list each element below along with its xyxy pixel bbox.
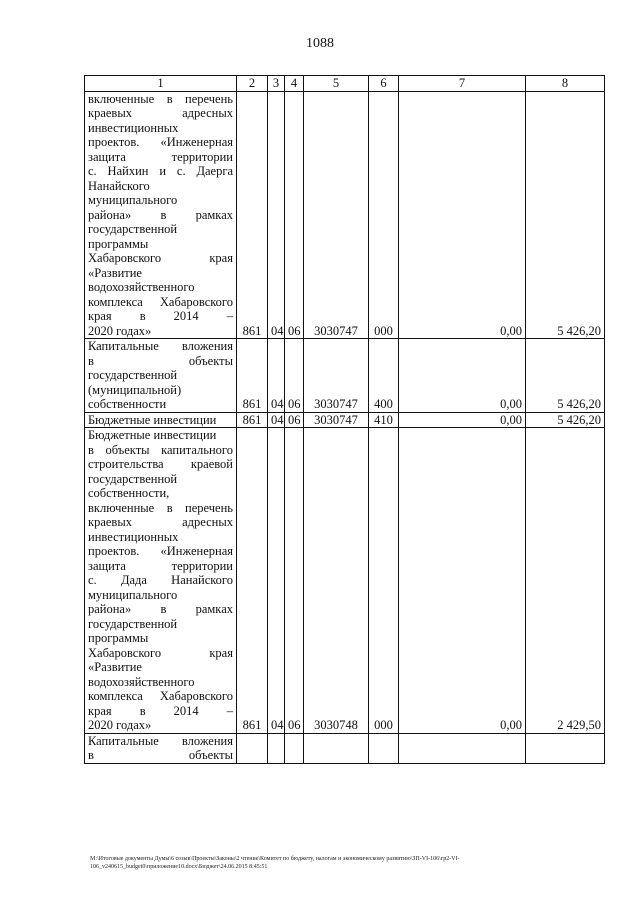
- description-line: краевых адресных: [88, 515, 233, 529]
- header-row: [85, 76, 605, 92]
- description-line: Капитальные вложения: [88, 733, 233, 748]
- table-row: [85, 428, 605, 734]
- row-description: [85, 91, 237, 339]
- amount-col-8: 5 426,20: [526, 339, 605, 413]
- expense-type-code: 000: [369, 91, 399, 339]
- description-line: собственности,: [88, 486, 170, 500]
- expense-type-code: 400: [369, 339, 399, 413]
- ministry-code: 861: [237, 428, 268, 734]
- description-line: «Развитие: [88, 265, 142, 280]
- ministry-code: 861: [237, 91, 268, 339]
- description-line: комплекса Хабаровского: [88, 294, 233, 309]
- target-article-code: 3030747: [304, 91, 369, 339]
- file-path-footer: [90, 855, 610, 871]
- description-line: муниципального: [88, 587, 178, 602]
- header-col-7: 7: [399, 76, 526, 92]
- target-article-code: [304, 733, 369, 763]
- header-col-6: 6: [369, 76, 399, 92]
- description-line: инвестиционных: [88, 529, 179, 544]
- description-line: включенные в перечень: [88, 500, 233, 515]
- description-line: проектов. «Инженерная: [88, 135, 233, 149]
- description-line: программы: [88, 631, 149, 645]
- description-line: Капитальные вложения: [88, 339, 233, 353]
- description-line: 2020 годах»: [88, 323, 152, 338]
- ministry-code: 861: [237, 339, 268, 413]
- amount-col-7: [399, 733, 526, 763]
- section-code: 04: [268, 412, 285, 428]
- subsection-code: 06: [285, 412, 304, 428]
- expense-type-code: 410: [369, 412, 399, 428]
- expense-type-code: [369, 733, 399, 763]
- target-article-code: 3030747: [304, 412, 369, 428]
- description-line: Бюджетные инвестиции: [88, 428, 217, 442]
- description-line: собственности: [88, 397, 167, 411]
- table-row: [85, 339, 605, 413]
- description-line: комплекса Хабаровского: [88, 689, 233, 703]
- description-line: Хабаровского края: [88, 645, 233, 660]
- section-code: 04: [268, 428, 285, 734]
- amount-col-7: 0,00: [399, 412, 526, 428]
- description-line: инвестиционных: [88, 120, 179, 135]
- description-line: включенные в перечень: [88, 91, 233, 106]
- row-description: [85, 733, 237, 763]
- amount-col-7: 0,00: [399, 428, 526, 734]
- header-col-4: 4: [285, 76, 304, 92]
- amount-col-8: 5 426,20: [526, 412, 605, 428]
- table-row: [85, 412, 605, 428]
- target-article-code: 3030748: [304, 428, 369, 734]
- description-line: с. Дада Нанайского: [88, 573, 233, 587]
- description-line: государственной: [88, 368, 178, 382]
- row-description: [85, 339, 237, 413]
- description-line: в объекты капитального: [88, 442, 233, 457]
- description-line: защита территории: [88, 558, 233, 573]
- header-col-5: 5: [304, 76, 369, 92]
- description-line: района» в рамках: [88, 207, 233, 222]
- page-number: 1088: [306, 36, 334, 51]
- description-line: программы: [88, 236, 149, 251]
- amount-col-8: 2 429,50: [526, 428, 605, 734]
- description-line: государственной: [88, 616, 178, 631]
- amount-col-8: [526, 733, 605, 763]
- footer-line-2: 106_v240615_budget0\приложение10.docx\Бюджет\24.06.2015 8:45:51: [90, 864, 268, 870]
- expense-type-code: 000: [369, 428, 399, 734]
- budget-table: [84, 75, 605, 764]
- description-line: защита территории: [88, 149, 233, 164]
- description-line: «Развитие: [88, 660, 142, 674]
- subsection-code: [285, 733, 304, 763]
- header-col-1: 1: [85, 76, 237, 92]
- description-line: государственной: [88, 222, 178, 236]
- row-description: [85, 428, 237, 734]
- section-code: 04: [268, 339, 285, 413]
- description-line: 2020 годах»: [88, 718, 152, 732]
- section-code: [268, 733, 285, 763]
- amount-col-8: 5 426,20: [526, 91, 605, 339]
- ministry-code: 861: [237, 412, 268, 428]
- subsection-code: 06: [285, 91, 304, 339]
- row-description: [85, 412, 237, 428]
- section-code: 04: [268, 91, 285, 339]
- description-line: (муниципальной): [88, 382, 182, 397]
- description-line: водохозяйственного: [88, 674, 195, 689]
- subsection-code: 06: [285, 428, 304, 734]
- description-line: водохозяйственного: [88, 280, 195, 294]
- description-line: с. Найхин и с. Даерга: [88, 164, 233, 178]
- description-line: Хабаровского края: [88, 251, 233, 265]
- subsection-code: 06: [285, 339, 304, 413]
- description-line: края в 2014 –: [88, 703, 233, 718]
- header-col-8: 8: [526, 76, 605, 92]
- footer-line-1: M:\Итоговые документы Думы\6 созыв\Проекты\Законы\2 чтение\Комитет по бюджету, налогам и экономическому развитию\ЗП-VI-106\гр2-VI-: [90, 856, 460, 862]
- description-line: строительства краевой: [88, 457, 233, 471]
- description-line: края в 2014 –: [88, 309, 233, 323]
- amount-col-7: 0,00: [399, 91, 526, 339]
- description-line: краевых адресных: [88, 106, 233, 120]
- description-line: Нанайского: [88, 178, 150, 193]
- description-line: государственной: [88, 471, 178, 486]
- table-row: [85, 91, 605, 339]
- description-line: муниципального: [88, 193, 178, 207]
- header-col-3: 3: [268, 76, 285, 92]
- description-line: в объекты: [88, 353, 233, 368]
- table-row: [85, 733, 605, 763]
- description-line: проектов. «Инженерная: [88, 544, 233, 558]
- description-line: в объекты: [88, 748, 233, 762]
- description-line: района» в рамках: [88, 602, 233, 616]
- ministry-code: [237, 733, 268, 763]
- header-col-2: 2: [237, 76, 268, 92]
- target-article-code: 3030747: [304, 339, 369, 413]
- amount-col-7: 0,00: [399, 339, 526, 413]
- table-body: [85, 91, 605, 763]
- description-line: Бюджетные инвестиции: [88, 412, 217, 427]
